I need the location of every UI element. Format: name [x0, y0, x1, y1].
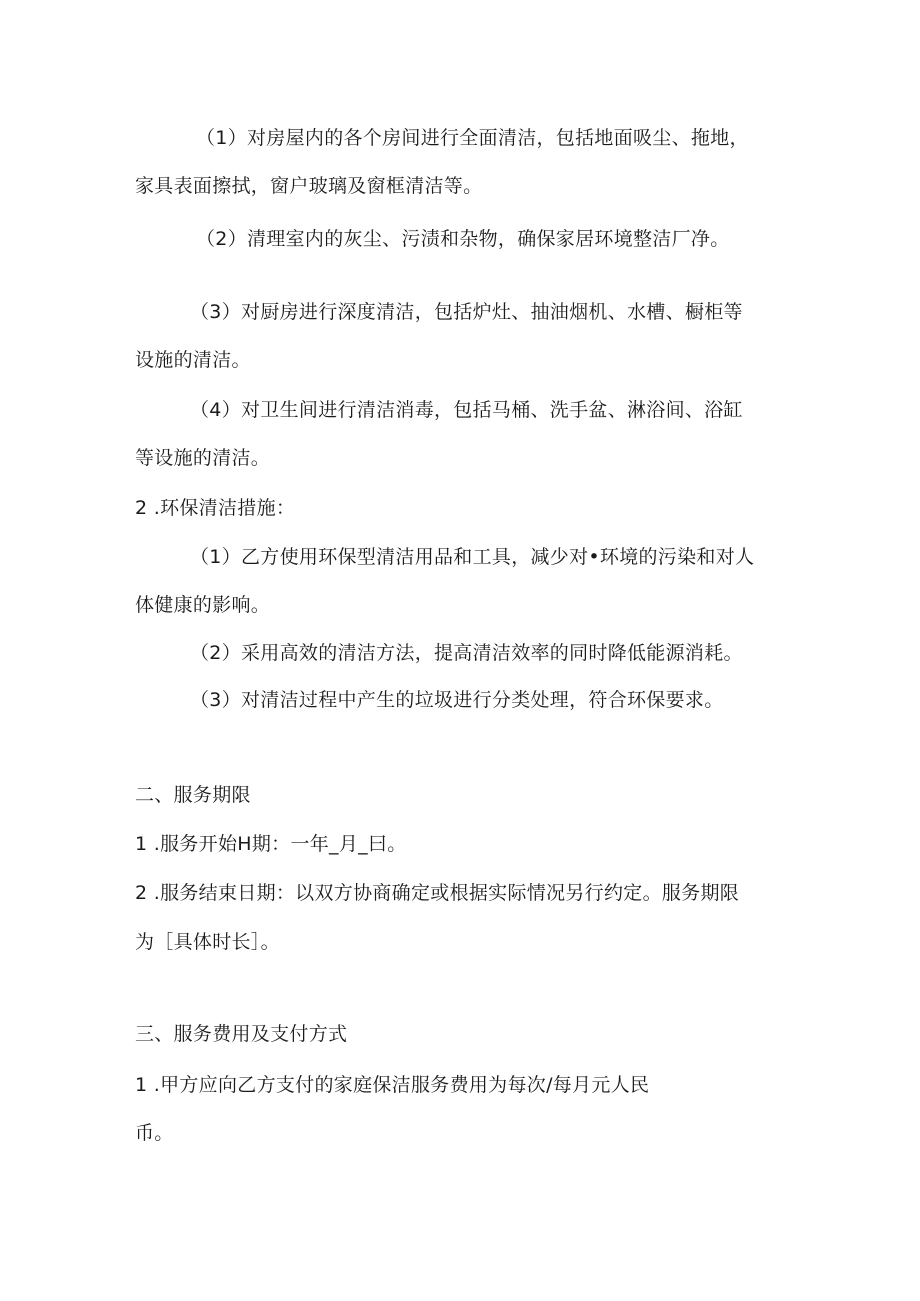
eco-item-2: （2）采用高效的清洁方法，提高清洁效率的同时降低能源消耗。 [190, 642, 743, 664]
paragraph-item-4-cont: 等设施的清洁。 [135, 447, 271, 469]
paragraph-item-4: （4）对卫生间进行清洁消毒，包括马桶、洗手盆、淋浴间、浴缸 [190, 399, 743, 421]
fee-item-1-cont: 币。 [135, 1122, 174, 1144]
eco-item-3: （3）对清洁过程中产生的垃圾进行分类处理，符合环保要求。 [190, 689, 724, 711]
term-item-2-cont: 为［具体时长］。 [135, 931, 280, 953]
term-item-2: 2 .服务结束日期：以双方协商确定或根据实际情况另行约定。服务期限 [135, 882, 740, 904]
term-item-1: 1 .服务开始H期：一年_月_曰。 [135, 833, 407, 855]
eco-item-1-cont: 体健康的影响。 [135, 594, 271, 616]
eco-heading: 2 .环保清洁措施： [135, 497, 296, 519]
paragraph-item-1-cont: 家具表面擦拭，窗户玻璃及窗框清洁等。 [135, 175, 483, 197]
fee-item-1: 1 .甲方应向乙方支付的家庭保洁服务费用为每次/每月元人民 [135, 1074, 650, 1096]
eco-item-1: （1）乙方使用环保型清洁用品和工具，减少对•环境的污染和对人 [190, 546, 755, 568]
fee-heading: 三、服务费用及支付方式 [135, 1023, 348, 1045]
term-heading: 二、服务期限 [135, 784, 251, 806]
paragraph-item-1: （1）对房屋内的各个房间进行全面清洁，包括地面吸尘、拖地， [196, 127, 749, 149]
paragraph-item-3: （3）对厨房进行深度清洁，包括炉灶、抽油烟机、水槽、橱柜等 [190, 301, 743, 323]
paragraph-item-3-cont: 设施的清洁。 [135, 349, 251, 371]
paragraph-item-2: （2）清理室内的灰尘、污渍和杂物，确保家居环境整洁厂净。 [196, 228, 730, 250]
